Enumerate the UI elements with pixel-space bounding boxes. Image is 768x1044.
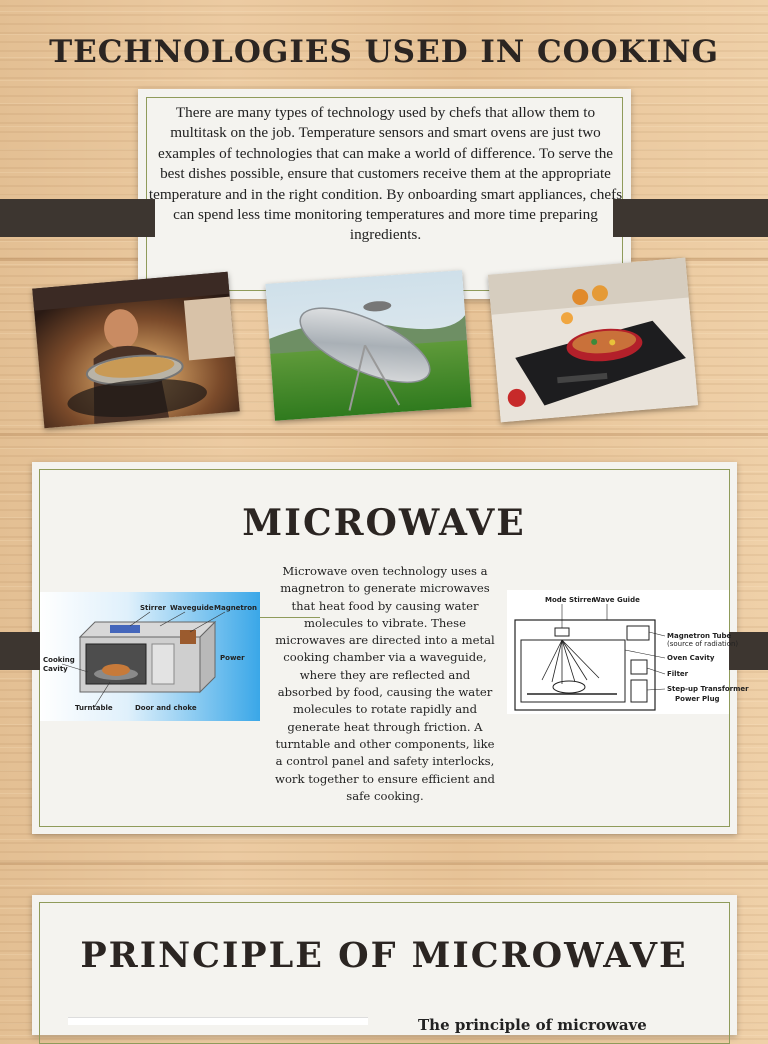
microwave-paragraph: Microwave oven technology uses a magnetron to generate microwaves that heat food by causing water molecules to vibrate. These microwaves are directed into a metal cooking chamber via a waveguide, where they are reflected and absorbed by food, causing the water molecules to rotate rapidly and generate heat through friction. A turntable and other components, like a control panel and safety interlocks, work together to ensure efficient and safe cooking.: [275, 564, 495, 803]
intro-paragraph: There are many types of technology used by chefs that allow them to multitask on the job. Temperature sensors and smart ovens are just two examples of technologies that can make a world of difference. To serve the best dishes possible, ensure that customers receive them at the appropriate temperature and in the right condition. By onboarding smart appliances, chefs can spend less time monitoring temperatures and more time preparing ingredients.: [148, 104, 623, 244]
slide-title-technologies: TECHNOLOGIES USED IN COOKING: [49, 34, 719, 70]
label-turntable: Turntable: [75, 704, 113, 712]
slide-title-microwave: MICROWAVE: [242, 502, 526, 544]
decorative-band-left: [0, 199, 155, 237]
label-power: Power: [220, 654, 245, 662]
label-cavity: Cavity: [43, 665, 68, 673]
label-waveguide: Waveguide: [170, 604, 214, 612]
label-magnetron: Magnetron: [214, 604, 258, 612]
label-step-up-transformer: Step-up Transformer: [667, 685, 749, 693]
label-wave-guide: Wave Guide: [593, 596, 640, 604]
solar-cooker-photo: [265, 270, 471, 420]
microwave-schematic-diagram: [507, 590, 749, 714]
decorative-band-right-2: [729, 632, 768, 670]
label-power-plug: Power Plug: [675, 695, 720, 703]
decorative-band-left-2: [0, 632, 40, 670]
label-source-radiation: (source of radiation): [667, 640, 739, 648]
decorative-band-right: [613, 199, 768, 237]
induction-cooktop-photo: [488, 258, 698, 423]
label-mode-stirrer: Mode Stirrer: [545, 596, 595, 604]
label-filter: Filter: [667, 670, 689, 678]
slide-title-principle: PRINCIPLE OF MICROWAVE: [80, 935, 688, 976]
microwave-cutaway-diagram: [40, 592, 260, 721]
label-door-choke: Door and choke: [135, 704, 197, 712]
label-stirrer: Stirrer: [140, 604, 166, 612]
label-oven-cavity: Oven Cavity: [667, 654, 715, 662]
chef-microwave-photo: [32, 272, 239, 429]
principle-paragraph: [418, 1016, 718, 1024]
label-cooking: Cooking: [43, 656, 75, 664]
principle-image-placeholder: [68, 1017, 368, 1025]
label-magnetron-tube: Magnetron Tube: [667, 632, 732, 640]
